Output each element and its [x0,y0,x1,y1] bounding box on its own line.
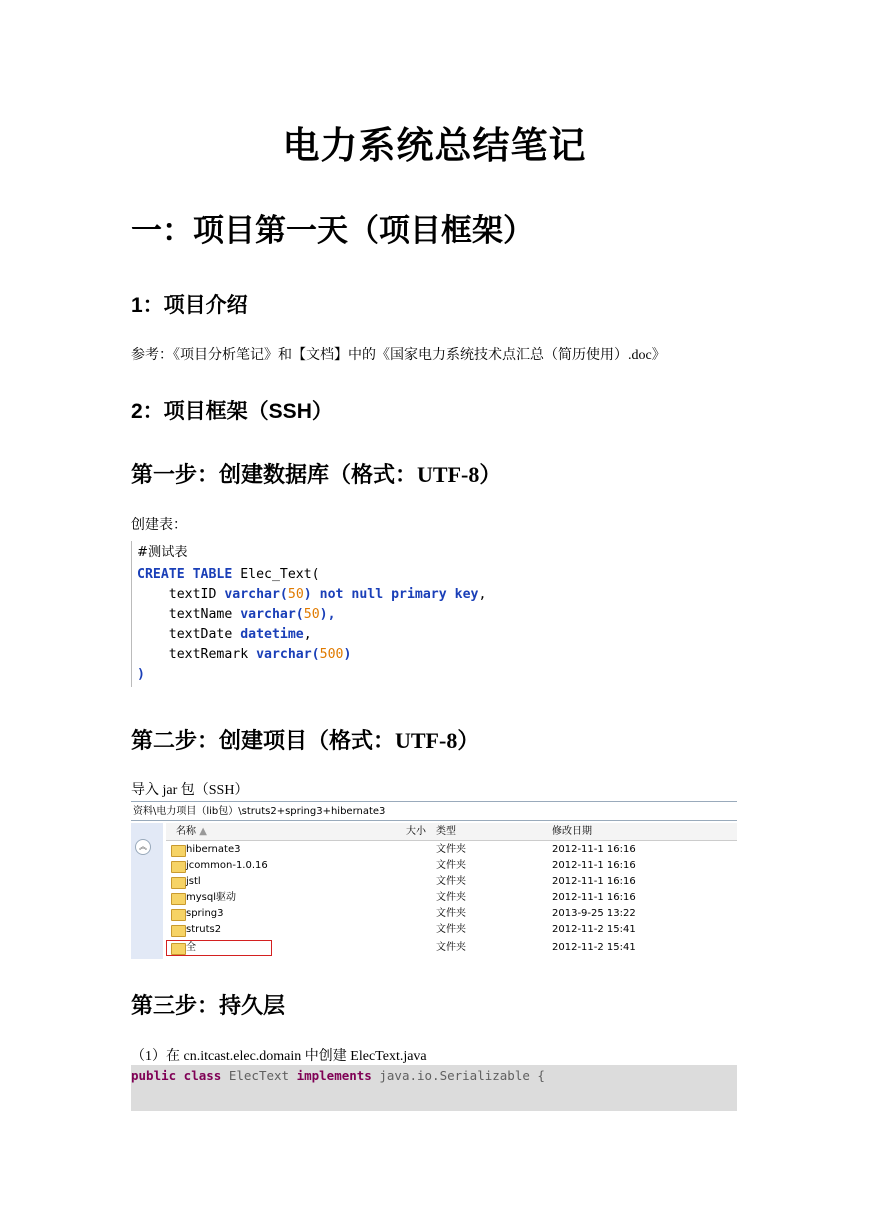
editor-gutter [131,541,136,687]
file-name: jstl [186,876,201,887]
sql-punct: ) [303,587,320,602]
sql-line [137,605,336,625]
file-modified: 2012-11-1 16:16 [552,892,636,903]
column-header-name[interactable] [166,823,338,841]
collapse-icon[interactable]: ︽ [135,839,151,855]
folder-icon [171,877,186,889]
folder-icon [171,893,186,905]
sql-line [137,625,312,645]
sql-field-name: textName [168,607,241,622]
file-modified: 2012-11-1 16:16 [552,860,636,871]
sql-type: varchar( [256,647,320,662]
file-type: 文件夹 [436,908,466,919]
sql-punct: ) [137,667,145,682]
task-pane [131,823,163,959]
sql-type: varchar( [224,587,288,602]
sql-line [137,565,320,585]
file-modified: 2012-11-1 16:16 [552,876,636,887]
reference-text: 参考：《项目分析笔记》和【文档】中的《国家电力系统技术点汇总（简历使用）.doc》 [131,348,666,363]
file-type: 文件夹 [436,844,466,855]
create-table-label: 创建表： [131,518,187,533]
sql-field-name: textID [168,587,225,602]
file-modified: 2012-11-1 16:16 [552,844,636,855]
file-name: hibernate3 [186,844,241,855]
sql-punct: , [478,587,487,602]
file-modified: 2013-9-25 13:22 [552,908,636,919]
sql-number: 50 [287,587,304,602]
file-name: spring3 [186,908,224,919]
java-line [131,1068,545,1083]
highlight-box [166,940,272,956]
create-class-label: （1）在 cn.itcast.elec.domain 中创建 ElecText.java [131,1049,427,1064]
sql-type: datetime [240,627,304,642]
sql-number: 50 [303,607,320,622]
step3-heading: 第三步：持久层 [131,993,286,1018]
file-type: 文件夹 [436,942,466,953]
step1-heading: 第一步：创建数据库（格式：UTF-8） [131,462,502,487]
sql-punct: ), [319,607,336,622]
file-modified: 2012-11-2 15:41 [552,942,636,953]
folder-icon [171,925,186,937]
file-type: 文件夹 [436,892,466,903]
sql-number: 500 [319,647,344,662]
column-header-modified[interactable]: 修改日期 [544,823,737,841]
column-name-label: 名称 [176,826,196,837]
sql-table-name: Elec_Text( [232,567,320,582]
file-name: struts2 [186,924,222,935]
file-explorer-screenshot [131,801,737,959]
file-type: 文件夹 [436,924,466,935]
sql-line [137,665,145,685]
sql-field-name: textDate [168,627,241,642]
java-code-rest: java.io.Serializable { [371,1068,545,1083]
section-heading-intro: 1：项目介绍 [131,294,248,317]
sql-comment: #测试表 [137,545,188,560]
sql-keyword: CREATE TABLE [137,567,233,582]
java-class-name: ElecText [221,1068,297,1083]
sql-code-block [131,541,529,687]
sql-line [137,543,188,563]
java-keyword: implements [296,1068,372,1083]
file-name: mysql驱动 [186,892,236,903]
section-heading-framework: 2：项目框架（SSH） [131,400,333,423]
file-name: jcommon-1.0.16 [186,860,268,871]
sql-line [137,585,486,605]
sql-punct: ) [343,647,352,662]
address-bar[interactable]: 资料\电力项目（lib包）\struts2+spring3+hibernate3 [131,801,737,821]
column-header-size[interactable]: 大小 [338,823,430,841]
file-type: 文件夹 [436,860,466,871]
file-type: 文件夹 [436,876,466,887]
folder-icon [171,845,186,857]
sort-up-icon: ▲ [199,826,207,837]
document-title: 电力系统总结笔记 [282,126,587,167]
import-jar-label: 导入 jar 包（SSH） [131,783,249,798]
sql-type: varchar( [240,607,304,622]
sql-punct: , [303,627,312,642]
sql-line [137,645,351,665]
sql-keyword: not null primary key [319,587,479,602]
java-keyword: public class [131,1068,222,1083]
sql-field-name: textRemark [168,647,257,662]
java-code-block [131,1065,737,1111]
file-name: 全 [186,942,196,953]
column-header-type[interactable]: 类型 [430,823,544,841]
step2-heading: 第二步：创建项目（格式：UTF-8） [131,728,480,753]
chapter-heading: 一：项目第一天（项目框架） [131,213,534,248]
folder-icon [171,861,186,873]
file-modified: 2012-11-2 15:41 [552,924,636,935]
folder-icon [171,909,186,921]
